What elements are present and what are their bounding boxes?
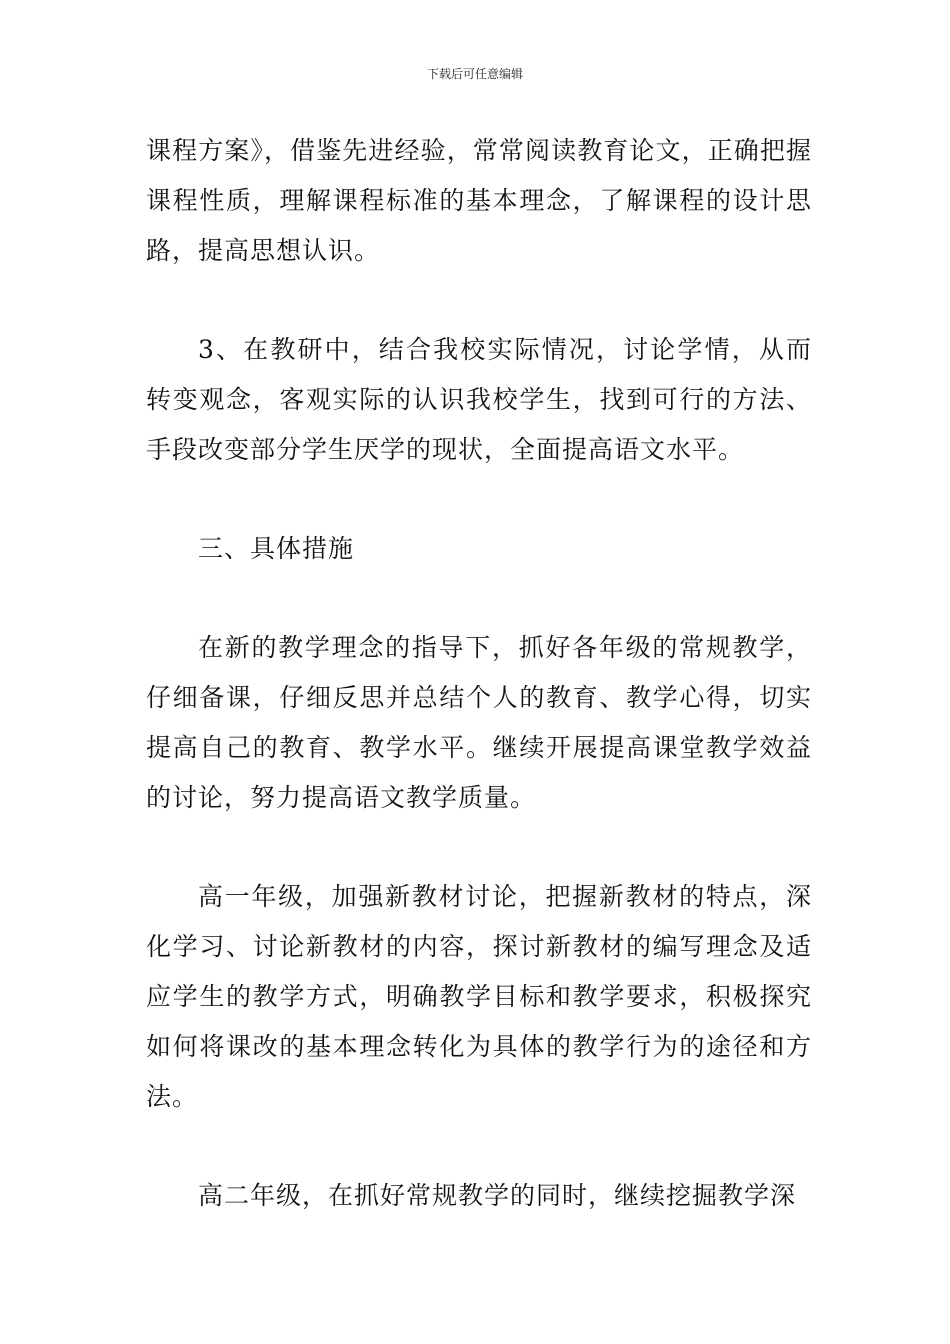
heading-text: 三、具体措施 bbox=[198, 534, 355, 563]
paragraph-text: 3、在教研中，结合我校实际情况，讨论学情，从而转变观念，客观实际的认识我校学生，找到可行的方法、手段改变部分学生厌学的现状，全面提高语文水平。 bbox=[146, 335, 812, 464]
page-header: 下载后可任意编辑 bbox=[426, 67, 523, 81]
paragraph-grade-two bbox=[146, 1171, 812, 1221]
paragraph-text: 高二年级，在抓好常规教学的同时，继续挖掘教学深 bbox=[198, 1181, 797, 1210]
paragraph-course-plan bbox=[146, 126, 812, 276]
section-heading-measures bbox=[146, 524, 812, 574]
paragraph-grade-one bbox=[146, 872, 812, 1122]
paragraph-text: 在新的教学理念的指导下，抓好各年级的常规教学，仔细备课，仔细反思并总结个人的教育、教学心得，切实提高自己的教育、教学水平。继续开展提高课堂教学效益的讨论，努力提高语文教学质量。 bbox=[146, 633, 812, 812]
paragraph-research-item-3 bbox=[146, 325, 812, 475]
paragraph-text: 课程方案》，借鉴先进经验，常常阅读教育论文，正确把握课程性质，理解课程标准的基本理念，了解课程的设计思路，提高思想认识。 bbox=[146, 136, 812, 265]
paragraph-teaching-concept bbox=[146, 623, 812, 823]
paragraph-text: 高一年级，加强新教材讨论，把握新教材的特点，深化学习、讨论新教材的内容，探讨新教材的编写理念及适应学生的教学方式，明确教学目标和教学要求，积极探究如何将课改的基本理念转化为具体的教学行为的途径和方法。 bbox=[146, 882, 812, 1111]
